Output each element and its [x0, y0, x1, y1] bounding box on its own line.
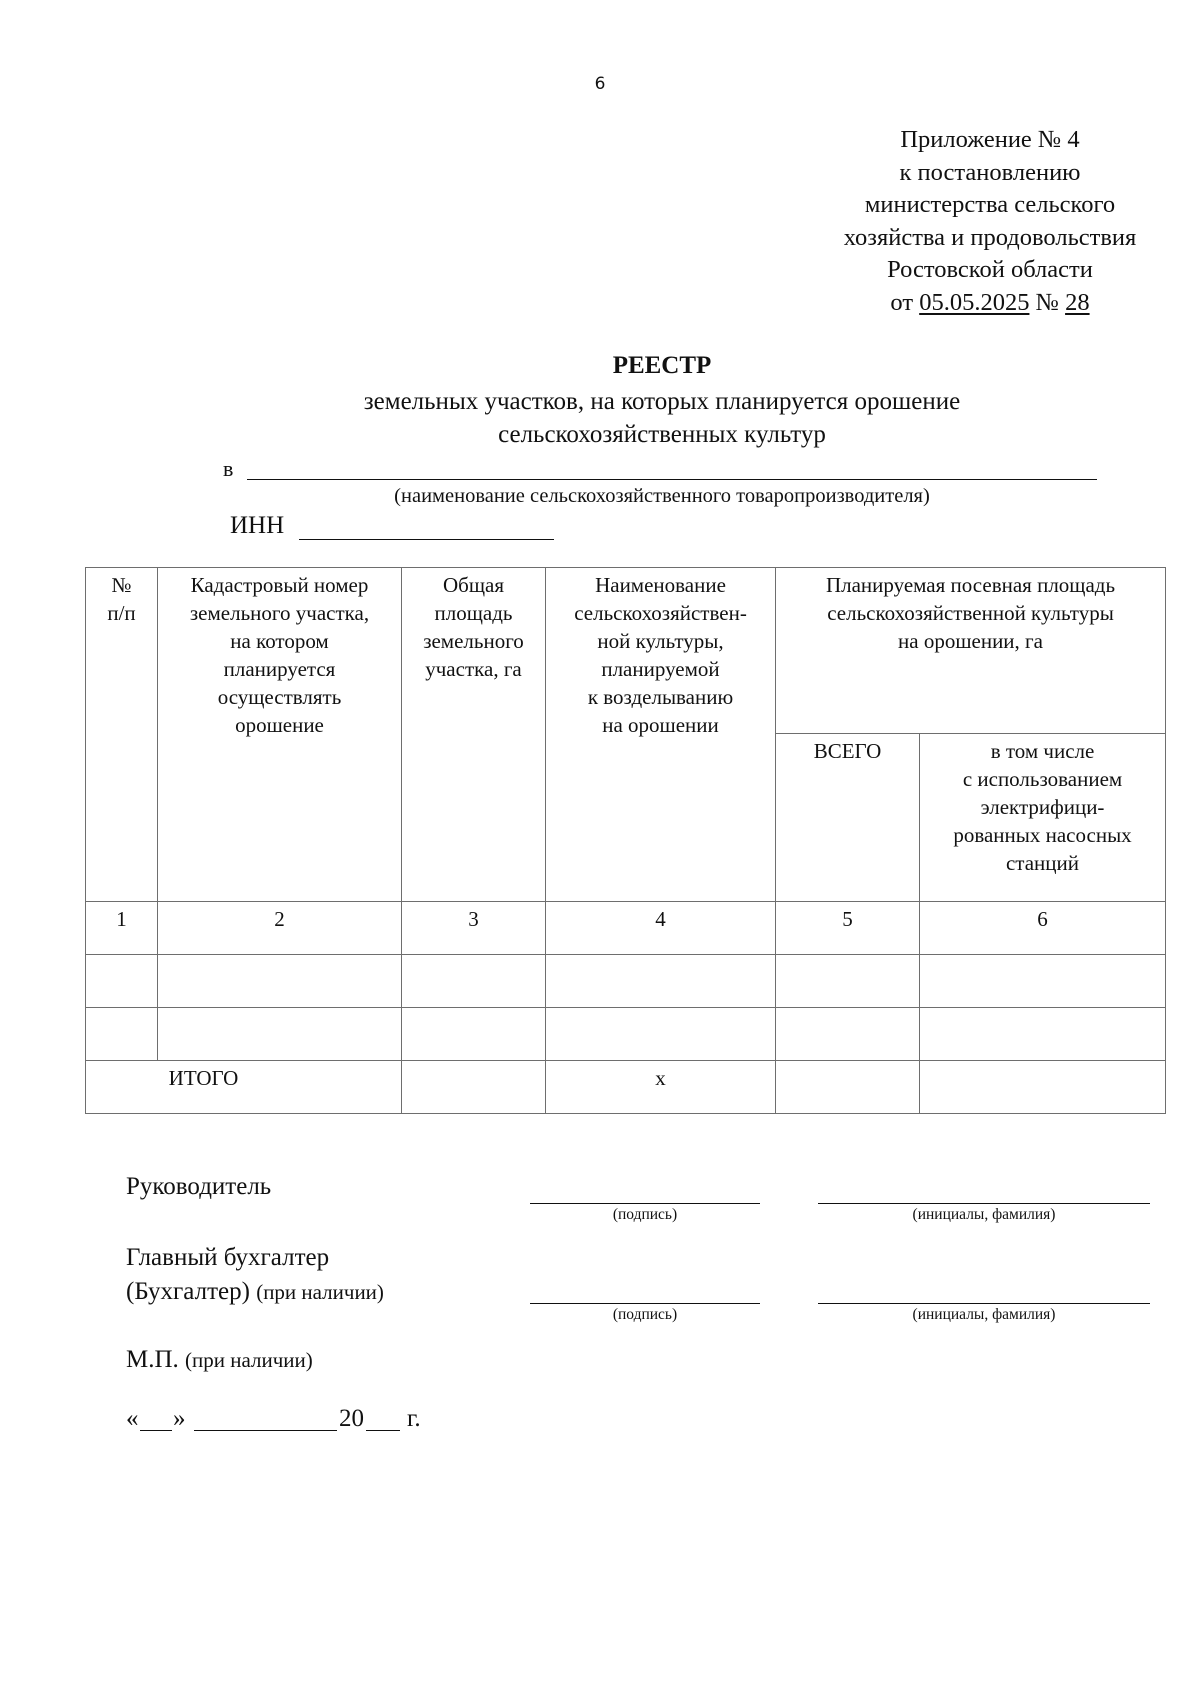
- subtitle-line: сельскохозяйственных культур: [498, 421, 826, 448]
- document-subtitle: [0, 385, 1200, 451]
- total-planned-cell[interactable]: [776, 1061, 920, 1114]
- appendix-line: хозяйства и продовольствия: [843, 223, 1137, 251]
- decree-date: 05.05.2025: [919, 288, 1030, 316]
- date-close-quote: »: [173, 1405, 186, 1432]
- table-cell[interactable]: [776, 955, 920, 1008]
- accountant-title: Главный бухгалтер: [126, 1244, 330, 1271]
- table-cell[interactable]: [776, 1008, 920, 1061]
- accountant-label: [126, 1241, 384, 1309]
- seal-text: М.П.: [126, 1346, 179, 1373]
- table-row: [86, 955, 1166, 1008]
- header-text: №: [111, 573, 132, 597]
- column-number: 2: [158, 902, 402, 955]
- header-text: площадь: [434, 601, 513, 625]
- total-pump-cell[interactable]: [920, 1061, 1166, 1114]
- header-text: земельного участка,: [189, 601, 370, 625]
- signature-caption: (подпись): [612, 1306, 678, 1323]
- in-label: в: [223, 456, 234, 481]
- header-text: станций: [1005, 851, 1080, 875]
- year-suffix: г.: [407, 1405, 421, 1432]
- appendix-line: Ростовской области: [887, 256, 1093, 283]
- table-cell[interactable]: [920, 955, 1166, 1008]
- producer-name-blank[interactable]: [247, 479, 1097, 480]
- table-cell[interactable]: [86, 1008, 158, 1061]
- signature-caption: (подпись): [612, 1206, 678, 1223]
- accountant-alt-title: (Бухгалтер): [126, 1278, 250, 1305]
- header-text: к возделыванию: [587, 685, 734, 709]
- table-cell[interactable]: [158, 1008, 402, 1061]
- header-cell-total: ВСЕГО: [776, 734, 920, 902]
- date-line: [126, 1402, 446, 1442]
- header-text: ной культуры,: [597, 629, 724, 653]
- appendix-line: министерства сельского: [864, 191, 1116, 218]
- date-open-quote: «: [126, 1405, 139, 1432]
- appendix-line: Приложение № 4: [900, 126, 1080, 153]
- appendix-line: к постановлению: [899, 158, 1081, 186]
- total-area-cell[interactable]: [402, 1061, 546, 1114]
- total-row: [86, 1061, 1166, 1114]
- header-text: осуществлять: [217, 685, 342, 709]
- header-text: участка, га: [425, 657, 522, 681]
- column-number: 4: [546, 902, 776, 955]
- inn-blank[interactable]: [299, 539, 554, 540]
- header-cell-area: [402, 568, 546, 902]
- head-name-line[interactable]: [818, 1203, 1150, 1204]
- appendix-block: [790, 124, 1190, 319]
- header-text: п/п: [107, 601, 136, 625]
- table-cell[interactable]: [402, 955, 546, 1008]
- header-text: Планируемая посевная площадь: [825, 573, 1116, 597]
- table-cell[interactable]: [158, 955, 402, 1008]
- number-sign: №: [1029, 288, 1066, 316]
- header-text: орошение: [235, 713, 324, 737]
- header-row: [86, 568, 1166, 734]
- header-text: планируется: [223, 657, 336, 681]
- header-cell-planned-area: [776, 568, 1166, 734]
- table-cell[interactable]: [546, 1008, 776, 1061]
- year-blank[interactable]: [366, 1430, 400, 1431]
- header-text: Кадастровый номер: [190, 573, 369, 597]
- day-blank[interactable]: [140, 1430, 172, 1431]
- column-number-row: [86, 902, 1166, 955]
- decree-number: 28: [1065, 288, 1090, 316]
- date-prefix: от: [890, 288, 920, 316]
- header-text: в том числе: [990, 739, 1095, 763]
- header-text: земельного: [423, 629, 524, 653]
- column-number: 6: [920, 902, 1166, 955]
- header-text: планируемой: [601, 657, 720, 681]
- header-text: на котором: [230, 629, 329, 653]
- accountant-subtitle: [126, 1275, 384, 1309]
- table-cell[interactable]: [402, 1008, 546, 1061]
- header-cell-cadastral: [158, 568, 402, 902]
- header-text: Общая: [442, 573, 504, 597]
- name-caption: (инициалы, фамилия): [912, 1206, 1056, 1223]
- header-text: на орошении: [602, 713, 719, 737]
- header-text: электрифици-: [980, 795, 1105, 819]
- subtitle-line: земельных участков, на которых планируется орошение: [363, 388, 961, 415]
- accountant-signature-line[interactable]: [530, 1303, 760, 1304]
- seal-label: [126, 1343, 313, 1377]
- header-text: на орошении, га: [898, 629, 1043, 653]
- column-number: 1: [86, 902, 158, 955]
- inn-label: ИНН: [230, 512, 285, 539]
- total-crop-cell: х: [546, 1061, 776, 1114]
- table-row: [86, 1008, 1166, 1061]
- page-number: 6: [594, 74, 606, 94]
- header-text: сельскохозяйствен-: [574, 601, 747, 625]
- header-text: сельскохозяйственной культуры: [827, 601, 1114, 625]
- producer-name-caption: (наименование сельскохозяйственного товаропроизводителя): [394, 485, 930, 507]
- month-blank[interactable]: [194, 1430, 337, 1431]
- header-text: с использованием: [962, 767, 1123, 791]
- header-cell-number: [86, 568, 158, 902]
- total-label: ИТОГО: [86, 1061, 402, 1114]
- table-cell[interactable]: [86, 955, 158, 1008]
- header-text: Наименование: [595, 573, 726, 597]
- year-prefix: 20: [339, 1405, 364, 1432]
- if-any-note: (при наличии): [256, 1280, 384, 1304]
- accountant-name-line[interactable]: [818, 1303, 1150, 1304]
- name-caption: (инициалы, фамилия): [912, 1306, 1056, 1323]
- table-cell[interactable]: [920, 1008, 1166, 1061]
- appendix-date-line: [790, 287, 1190, 320]
- header-cell-pump-stations: [920, 734, 1166, 902]
- header-text: рованных насосных: [953, 823, 1132, 847]
- header-cell-crop: [546, 568, 776, 902]
- column-number: 3: [402, 902, 546, 955]
- column-number: 5: [776, 902, 920, 955]
- head-signature-line[interactable]: [530, 1203, 760, 1204]
- table-cell[interactable]: [546, 955, 776, 1008]
- head-label: Руководитель: [126, 1173, 272, 1200]
- if-any-note: (при наличии): [185, 1348, 313, 1372]
- registry-table: [85, 567, 1166, 1114]
- document-title: РЕЕСТР: [612, 352, 712, 379]
